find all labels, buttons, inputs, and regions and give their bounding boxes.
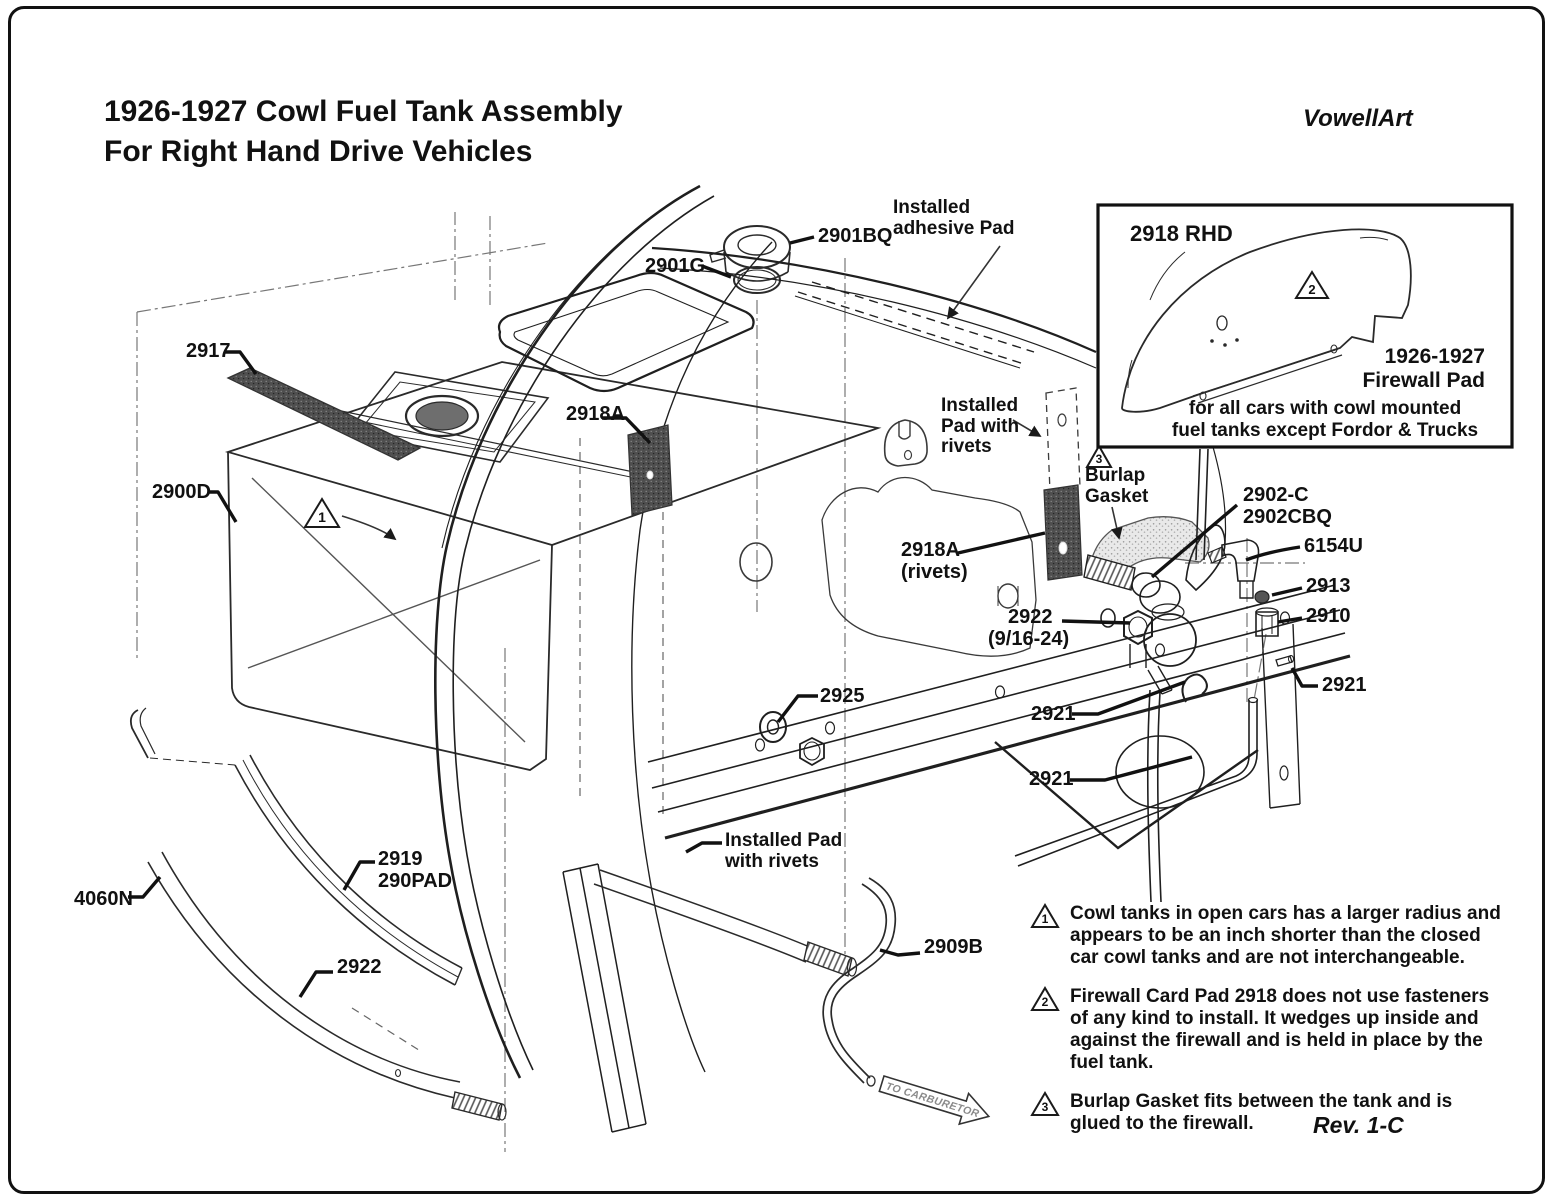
tank-straps-drawing xyxy=(131,708,857,1120)
label-2921-mid: 2921 xyxy=(1031,703,1076,725)
to-carburetor-arrow xyxy=(877,1068,993,1131)
inset-caption-line1: 1926-1927 xyxy=(1384,345,1485,368)
label-2922-strap: 2922 xyxy=(337,956,382,978)
page-title xyxy=(104,92,623,172)
label-2902c: 2902-C 2902CBQ xyxy=(1243,484,1332,528)
label-2925: 2925 xyxy=(820,685,865,707)
label-installed-pad-rivets-bottom: Installed Pad with rivets xyxy=(725,830,843,872)
fuel-tank-drawing xyxy=(228,362,878,770)
label-2909b: 2909B xyxy=(924,936,983,958)
frame-rail-drawing xyxy=(648,585,1350,838)
inset-subcaption-line1: for all cars with cowl mounted xyxy=(1188,398,1462,419)
label-2900d: 2900D xyxy=(152,481,211,503)
annotation-arrows xyxy=(342,246,1119,539)
to-carburetor-text: TO CARBURETOR xyxy=(884,1080,981,1121)
sediment-bulb-shape xyxy=(1144,614,1196,666)
rod-thread-end-shape xyxy=(804,942,852,976)
page-title-line2: For Right Hand Drive Vehicles xyxy=(104,135,533,168)
inset-caption-line2: Firewall Pad xyxy=(1362,369,1485,392)
artist-credit: VowellArt xyxy=(1303,105,1413,132)
note-3-marker-number: 3 xyxy=(1041,1100,1049,1114)
label-2901g: 2901G xyxy=(645,255,706,277)
label-4060n: 4060N xyxy=(74,888,133,910)
note-2: Firewall Card Pad 2918 does not use fasteners of any kind to install. It wedges up inside and against the firewall and is held in place by the fuel tank. xyxy=(1070,986,1490,1073)
firewall-pad-right-shape xyxy=(1044,485,1082,580)
label-installed-adhesive-pad: Installed adhesive Pad xyxy=(893,197,1015,239)
pin-2921-shape xyxy=(1276,656,1292,666)
inset-caption xyxy=(1280,345,1485,393)
gas-cap-drawing xyxy=(710,226,790,293)
label-2913: 2913 xyxy=(1306,575,1351,597)
elbow-6154u-shape xyxy=(1222,540,1259,581)
fuel-line-2909b-drawing xyxy=(823,878,895,1086)
marker-3-number: 3 xyxy=(1095,452,1103,466)
label-2922-bolt: 2922 (9/16-24) xyxy=(988,606,1070,650)
diagram-note-markers xyxy=(305,446,1111,527)
notes-markers xyxy=(1032,905,1058,1115)
packing-nut-2913-shape xyxy=(1255,591,1269,603)
inset-part-number: 2918 RHD xyxy=(1130,221,1233,246)
inset-subcaption-line2: fuel tanks except Fordor & Trucks xyxy=(1171,420,1479,441)
label-2901bq: 2901BQ xyxy=(818,225,893,247)
label-2921-low: 2921 xyxy=(1029,768,1074,790)
label-2918a-rivets: 2918A (rivets) xyxy=(901,539,968,583)
note-2-marker-number: 2 xyxy=(1041,995,1049,1009)
strap-thread-end-shape xyxy=(452,1092,502,1120)
note-1: Cowl tanks in open cars has a larger radius and appears to be an inch shorter than the closed car cowl tanks and are not interchangeable. xyxy=(1070,903,1501,968)
marker-1-number: 1 xyxy=(318,509,326,525)
label-2910: 2910 xyxy=(1306,605,1351,627)
label-2918a: 2918A xyxy=(566,403,625,425)
label-6154u: 6154U xyxy=(1304,535,1363,557)
label-2921-right: 2921 xyxy=(1322,674,1367,696)
inset-subcaption xyxy=(1150,398,1500,442)
revision-label: Rev. 1-C xyxy=(1313,1112,1404,1138)
label-2919-290pad: 2919 290PAD xyxy=(378,848,453,892)
note-3: Burlap Gasket fits between the tank and is glued to the firewall. xyxy=(1070,1091,1453,1134)
marker-2-number-inset: 2 xyxy=(1308,282,1316,297)
label-burlap-gasket: Burlap Gasket xyxy=(1085,465,1149,507)
label-installed-pad-rivets-top: Installed Pad with rivets xyxy=(941,395,1020,458)
note-1-marker-number: 1 xyxy=(1041,912,1049,926)
page-title-line1: 1926-1927 Cowl Fuel Tank Assembly xyxy=(104,95,623,128)
firewall-pad-2918a-shape xyxy=(628,425,672,515)
firewall-pad-2917-shape xyxy=(228,368,420,460)
label-2917: 2917 xyxy=(186,340,231,362)
